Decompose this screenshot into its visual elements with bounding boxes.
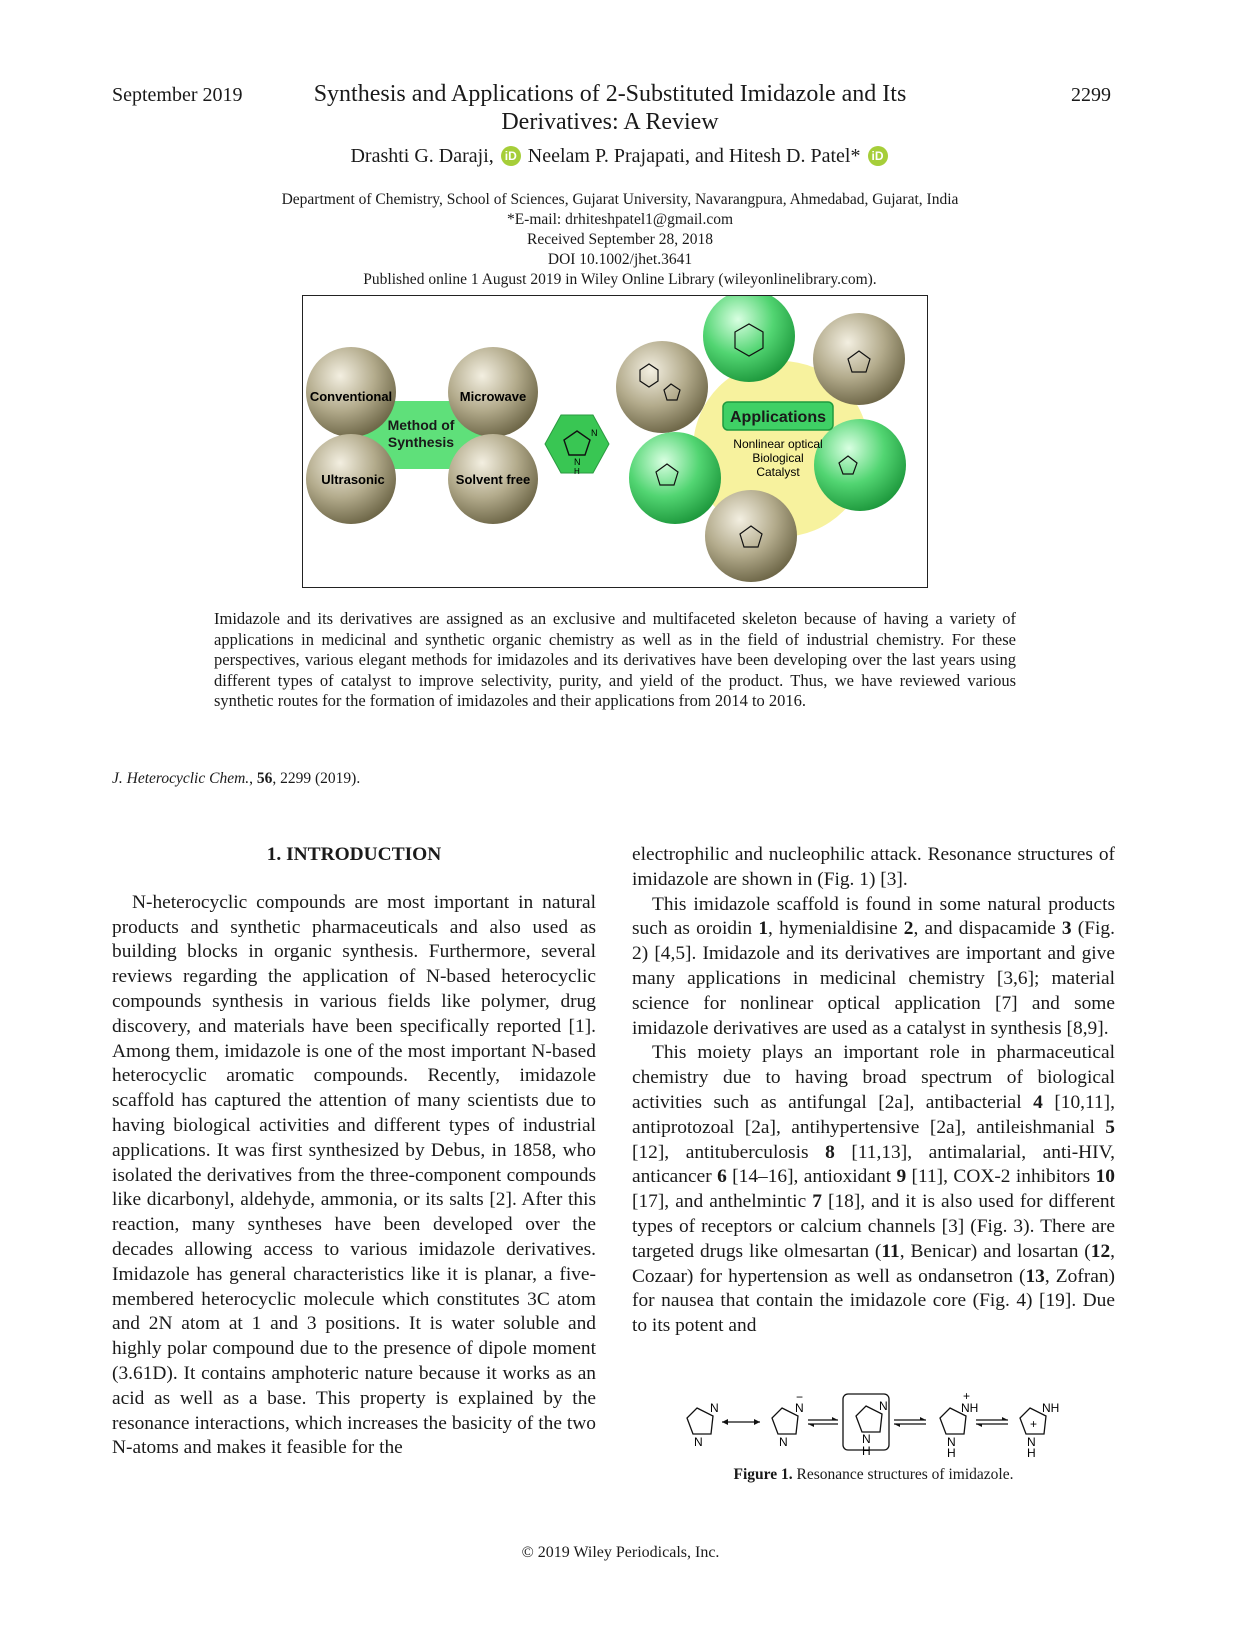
journal-name: J. Heterocyclic Chem. bbox=[112, 770, 250, 787]
charge-label: − bbox=[796, 1390, 804, 1404]
authors bbox=[240, 145, 1000, 168]
atom-label: N bbox=[862, 1432, 871, 1446]
atom-label: N bbox=[795, 1401, 804, 1415]
figure-label: Figure 1. bbox=[733, 1466, 793, 1483]
intro-paragraph-3: This moiety plays an important role in pharmaceutical chemistry due to having broad spectrum of biological activities such as antifungal [2a], antibacterial 4 [10,11], antiprotozoal [2a], antihypertensive [2a], antileishmanial 5 [12], antituberculosis 8 [11,13], antimalarial, anti-HIV, anticancer 6 [14–16], antioxidant 9 [11], COX-2 inhibitors 10 [17], and anthelmintic 7 [18], and it is also used for different types of receptors or calcium channels [3] (Fig. 3). There are targeted drugs like olmesartan (11, Benicar) and losartan (12, Cozaar) for hypertension as well as ondansetron (13, Zofran) for nausea that contain the imidazole core (Fig. 4) [19]. Due to its potent and bbox=[632, 1042, 1115, 1337]
affiliation-department: Department of Chemistry, School of Sciences, Gujarat University, Navarangpura, Ahmedabad, Gujarat, India bbox=[281, 191, 959, 208]
atom-label: N bbox=[710, 1401, 719, 1415]
copyright-footer: © 2019 Wiley Periodicals, Inc. bbox=[521, 1544, 720, 1561]
orcid-icon[interactable]: iD bbox=[868, 146, 888, 166]
application-sphere bbox=[813, 313, 905, 405]
right-column bbox=[632, 843, 1115, 1339]
author-daraji: Drashti G. Daraji, bbox=[350, 145, 494, 167]
application-sphere bbox=[616, 341, 708, 433]
title-line-2: Derivatives: A Review bbox=[501, 109, 719, 135]
method-conventional: Conventional bbox=[309, 389, 393, 404]
header-date: September 2019 bbox=[112, 84, 243, 106]
method-center-line2: Synthesis bbox=[387, 434, 455, 450]
atom-label: NH bbox=[961, 1401, 979, 1415]
atom-label: N bbox=[779, 1435, 788, 1449]
atom-label: N bbox=[574, 457, 581, 467]
left-column bbox=[112, 843, 596, 1461]
method-center-line1: Method of bbox=[387, 417, 455, 433]
atom-label: N bbox=[879, 1399, 888, 1413]
atom-label: N bbox=[947, 1435, 956, 1449]
atom-label: N bbox=[591, 428, 598, 438]
atom-label: H bbox=[1027, 1446, 1036, 1458]
orcid-icon[interactable]: iD bbox=[501, 146, 521, 166]
page-number: 2299 bbox=[1071, 84, 1111, 106]
method-solvent-free: Solvent free bbox=[455, 472, 531, 487]
atom-label: NH bbox=[1042, 1401, 1060, 1415]
application-biological: Biological bbox=[752, 451, 804, 465]
application-sphere bbox=[705, 490, 797, 582]
application-catalyst: Catalyst bbox=[756, 465, 800, 479]
section-heading-introduction: 1. INTRODUCTION bbox=[266, 844, 442, 865]
charge-label: + bbox=[963, 1389, 971, 1403]
intro-paragraph-2: This imidazole scaffold is found in some natural products such as oroidin 1, hymenialdisine 2, and dispacamide 3 (Fig. 2) [4,5]. Imidazole and its derivatives are important and give many applications in medicinal chemistry [3,6]; material science for nonlinear optical application [7] and some imidazole derivatives are used as a catalyst in synthesis [8,9]. bbox=[632, 893, 1115, 1039]
publication-note: Published online 1 August 2019 in Wiley Online Library (wileyonlinelibrary.com). bbox=[363, 271, 877, 288]
graphical-abstract bbox=[302, 295, 928, 588]
figure-1-caption bbox=[632, 1466, 1115, 1484]
journal-citation: J. Heterocyclic Chem., 56, 2299 (2019). bbox=[112, 770, 361, 787]
atom-label: N bbox=[1027, 1435, 1036, 1449]
affiliation-block bbox=[200, 190, 1040, 290]
citation-pages: , 2299 (2019). bbox=[272, 770, 361, 787]
doi[interactable]: DOI 10.1002/jhet.3641 bbox=[547, 251, 693, 268]
application-sphere bbox=[814, 419, 906, 511]
received-date: Received September 28, 2018 bbox=[527, 231, 713, 248]
intro-paragraph-continued: electrophilic and nucleophilic attack. Resonance structures of imidazole are shown in (Fig. 1) [3]. bbox=[632, 844, 1115, 890]
atom-label: H bbox=[574, 467, 580, 476]
method-ultrasonic: Ultrasonic bbox=[321, 472, 385, 487]
journal-volume: 56 bbox=[256, 770, 273, 787]
author-others: Neelam P. Prajapati, and Hitesh D. Patel* bbox=[527, 145, 861, 167]
figure-1 bbox=[680, 1388, 1080, 1458]
charge-label: + bbox=[1030, 1417, 1038, 1431]
method-microwave: Microwave bbox=[459, 389, 527, 404]
atom-label: H bbox=[947, 1446, 956, 1458]
figure-caption-text: Resonance structures of imidazole. bbox=[796, 1466, 1014, 1483]
atom-label: H bbox=[862, 1444, 871, 1458]
resonance-structures-svg bbox=[680, 1388, 1080, 1458]
atom-label: N bbox=[694, 1435, 703, 1449]
graphical-abstract-svg bbox=[303, 296, 927, 587]
application-sphere bbox=[629, 432, 721, 524]
title-line-1: Synthesis and Applications of 2-Substituted Imidazole and Its bbox=[313, 81, 907, 107]
intro-paragraph-1: N-heterocyclic compounds are most important in natural products and synthetic pharmaceuticals and also used as building blocks in organic synthesis. Furthermore, several reviews regarding the application of N-based heterocyclic compounds synthesis in various fields like polymer, drug discovery, and materials have been specifically reported [1]. Among them, imidazole is one of the most important N-based heterocyclic aromatic compounds. Recently, imidazole scaffold has captured the attention of many scientists due to having biological activities and different types of industrial applications. It was first synthesized by Debus, in 1858, who isolated the derivatives from the three-component compounds like dicarbonyl, aldehyde, ammonia, or its salts [2]. After this reaction, many syntheses have been developed over the decades allowing access to various imidazole derivatives. Imidazole has general characteristics like it is planar, a five-membered heterocyclic molecule which constitutes 3C atom and 2N atom at 1 and 3 positions. It is water soluble and highly polar compound due to the presence of dipole moment (3.61D). It contains amphoteric nature because it works as an acid as well as a base. This property is explained by the resonance interactions, which increases the basicity of the two N-atoms and makes it feasible for the bbox=[112, 891, 596, 1459]
affiliation-email[interactable]: *E-mail: drhiteshpatel1@gmail.com bbox=[506, 211, 734, 228]
paper-title bbox=[280, 80, 940, 136]
application-nonlinear-optical: Nonlinear optical bbox=[733, 437, 823, 451]
applications-title: Applications bbox=[729, 409, 827, 426]
abstract: Imidazole and its derivatives are assigned as an exclusive and multifaceted skeleton because of having a variety of applications in medicinal and synthetic organic chemistry as well as in the field of industrial chemistry. For these perspectives, various elegant methods for imidazoles and its derivatives have been developing over the last years using different types of catalyst to improve selectivity, purity, and yield of the product. Thus, we have reviewed various synthetic routes for the formation of imidazoles and their applications from 2014 to 2016. bbox=[214, 609, 1016, 711]
